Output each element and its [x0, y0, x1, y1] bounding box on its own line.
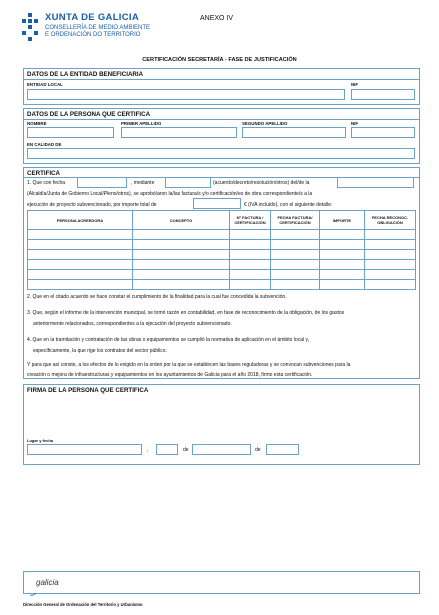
item1-line2: (Alcaldía/Junta de Gobierno Local/Pleno/otros), se aprobó/aron la/las factura/s y/o certificación/es de obra correspondiente/s a la	[27, 191, 313, 197]
item4-line1: 4. Que en la tramitación y contratación de las obras o equipamientos se cumplió la normativa de aplicación en el ámbito local y,	[27, 337, 310, 343]
comma-separator: ,	[147, 447, 149, 453]
surname1-input[interactable]	[121, 127, 237, 138]
col-header: FECHA FACTURA/ CERTIFICACIÓN	[271, 211, 320, 230]
xunta-cross-icon	[19, 12, 41, 44]
table-row	[28, 240, 416, 250]
signature-title: FIRMA DE LA PERSONA QUE CERTIFICA	[27, 387, 149, 394]
place-input[interactable]	[27, 444, 142, 455]
item3-line2: anteriormente relacionados, correspondientes a la ejecución del proyecto subvencionado.	[33, 321, 232, 327]
col-header: FECHA RECONOC. OBLIGACIÓN	[365, 211, 416, 230]
item1-prefix: 1. Que con fecha	[27, 180, 66, 186]
signature-area[interactable]	[27, 396, 415, 436]
divider	[23, 79, 420, 80]
xunta-logo	[19, 12, 41, 44]
galicia-logo: galicia	[36, 578, 59, 587]
item1-line3: ejecución de proyecto subvencionado, por importe total de	[27, 202, 157, 208]
name-input[interactable]	[27, 127, 114, 138]
item3-line1: 3. Que, según el informe de la intervención municipal, se tomó razón en contabilidad, en fase de reconocimiento de la obligación, de los gastos	[27, 310, 345, 316]
dept-line-2: E ORDENACIÓN DO TERRITORIO	[45, 32, 141, 38]
col-header: PERSONA ACREEDORA	[28, 211, 133, 230]
footer-logo-box	[23, 571, 420, 594]
certifies-title: CERTIFICA	[27, 170, 60, 177]
item1-line3-end: € (IVA incluido), con el siguiente detalle:	[244, 202, 333, 208]
beneficiary-nif-input[interactable]	[351, 89, 415, 100]
table-row	[28, 260, 416, 270]
surname2-label: SEGUNDO APELLIDO	[242, 121, 288, 126]
item1-after: (acuerdo/decreto/resolución/otros) del/de la	[213, 180, 310, 186]
item4-line2: específicamente, la que rige los contratos del sector público.	[33, 348, 167, 354]
capacity-label: EN CALIDAD DE	[27, 142, 62, 147]
certifier-nif-input[interactable]	[351, 127, 415, 138]
total-amount-input[interactable]	[193, 198, 241, 209]
divider	[23, 119, 420, 120]
date-input[interactable]	[77, 177, 127, 188]
beneficiary-nif-label: NIF	[351, 82, 359, 87]
day-input[interactable]	[156, 444, 178, 455]
place-date-label: Lugar y fecha	[27, 438, 54, 443]
col-header: Nº FACTURA / CERTIFICACIÓN	[230, 211, 271, 230]
certifier-nif-label: NIF	[351, 121, 359, 126]
directorate-text: Dirección General de Ordenación del Territorio y Urbanismo	[23, 602, 143, 607]
de-separator-2: de	[255, 447, 261, 453]
act-type-input[interactable]	[165, 177, 211, 188]
document-title: CERTIFICACIÓN SECRETARÍA - FASE DE JUSTIFICACIÓN	[142, 57, 297, 63]
beneficiary-title: DATOS DE LA ENTIDAD BENEFICIARIA	[27, 71, 144, 78]
table-row	[28, 280, 416, 290]
logo-swoosh-icon	[30, 583, 36, 589]
closing-line1: Y para que así conste, a los efectos de lo exigido en la orden por la que se establecen las bases reguladoras y se convocan subvenciones para la	[27, 362, 351, 368]
closing-line2: creación o mejora de infraestructuras y equipamientos en los ayuntamientos de Galicia para el año 2018, firmo esta certificación.	[27, 372, 313, 378]
month-input[interactable]	[192, 444, 251, 455]
local-entity-label: ENTIDAD LOCAL	[27, 82, 63, 87]
surname1-label: PRIMER APELLIDO	[121, 121, 162, 126]
body-input[interactable]	[337, 177, 414, 188]
surname2-input[interactable]	[242, 127, 346, 138]
de-separator-1: de	[183, 447, 189, 453]
name-label: NOMBRE	[27, 121, 47, 126]
table-row	[28, 230, 416, 240]
certifier-title: DATOS DE LA PERSONA QUE CERTIFICA	[27, 111, 151, 118]
capacity-input[interactable]	[27, 148, 415, 159]
item2-text: 2. Que en el citado acuerdo se hace constar el cumplimiento de la finalidad para la cual fue concedida la subvención.	[27, 294, 287, 300]
item1-mid: , mediante	[131, 180, 155, 186]
dept-line-1: CONSELLERÍA DE MEDIO AMBIENTE	[45, 25, 151, 31]
invoice-table	[27, 210, 416, 290]
table-row	[28, 250, 416, 260]
table-row	[28, 270, 416, 280]
col-header: IMPORTE	[320, 211, 365, 230]
year-input[interactable]	[266, 444, 299, 455]
org-name: XUNTA DE GALICIA	[45, 12, 139, 23]
local-entity-input[interactable]	[27, 89, 345, 100]
col-header: CONCEPTO	[133, 211, 230, 230]
annex-label: ANEXO IV	[200, 15, 234, 22]
